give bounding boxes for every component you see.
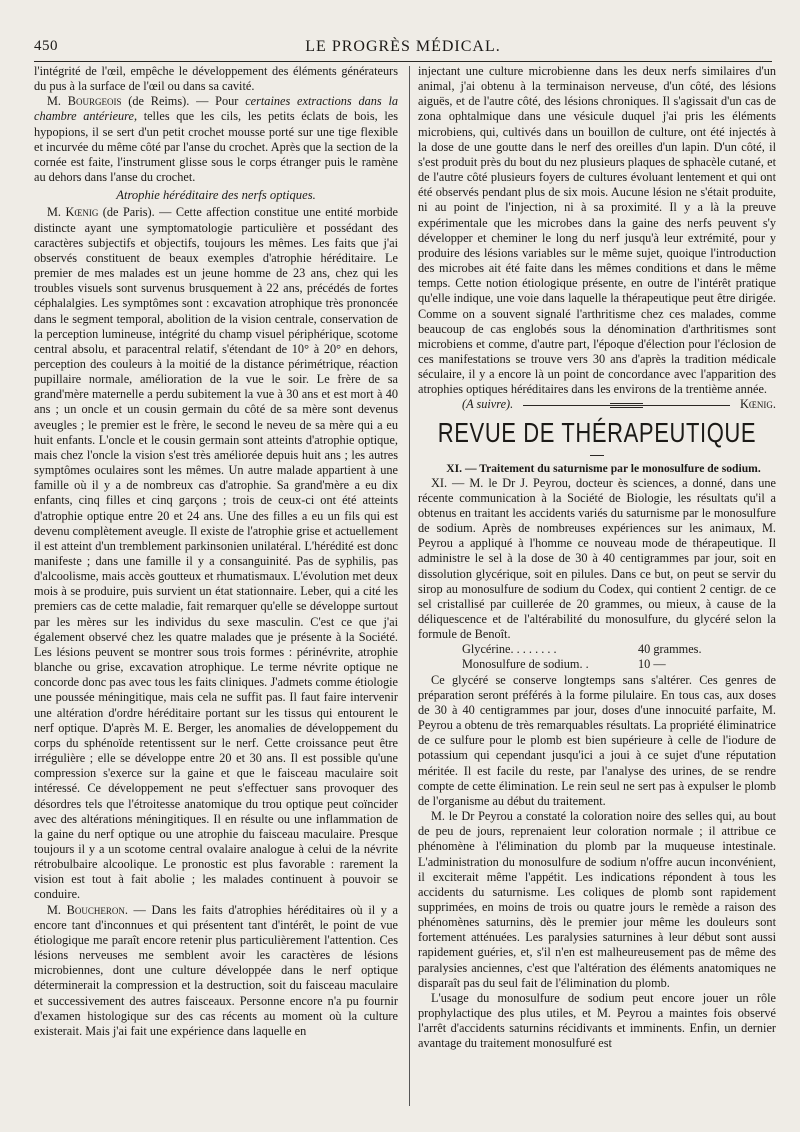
paragraph-text: telles que les cils, les petits éclats de bois, les hypopions, il se sert d'un petit crochet mousse porté sur une tige flexible et incurvée du même côté par l'anse du crochet. Après que la section de la cornée est faite, l'instrument glisse sous le corps étranger puis le ramène au dehors dans l'anse du crochet. [34,109,398,185]
to-be-continued: (A suivre). [462,397,514,412]
formula-ingredient: Monosulfure de sodium. . [462,657,589,672]
paragraph-text: (de Paris). — Cette affection constitue une entité morbide distincte ayant une symptomatologie particulière et possédant des caractères subjectifs et objectifs, toujours les mêmes. Les faits que j'ai observés constituent de beaux exemples d'atrophie héréditaire. Le premier de mes malades est un jeune homme de 23 ans, chez qui les troubles visuels sont survenus brusquement à 22 ans, précédés de fortes céphalalgies. Les symptômes sont : excavation atrophique très prononcée dans le segment temporal, abolition de la vision centrale, conservation de la perception lumineuse, intégrité du champ visuel périphérique, scotome central absolu, et paracentral relatif, s'étendant de 10° à 20° en dehors, perception des couleurs à la moitié de la distance périmétrique, réaction pupillaire normale, amélioration de la vue le soir. Le frère de sa grand'mère maternelle a perdu subitement la vue à 30 ans et est mort à 40 ans ; un oncle et un cousin germain du côté de sa mère sont devenus aveugles ; le premier est le frère, le second le neveu de sa mère qui a eu huit enfants. L'oncle et le cousin germain sont atteints d'atrophie optique, mais chez l'oncle la vision s'est très améliorée depuis huit ans ; les autres symptômes oculaires sont les mêmes. Un autre malade appartient à une famille où il y a de nombreux cas d'atrophie. Sa grand'mère a eu dix enfants, cinq filles et cinq garçons ; trois de ceux-ci ont été atteints d'atrophie optique entre 20 et 24 ans. Une des filles a eu un fils qui est devenu complètement aveugle. Il existe de l'atrophie grise et actuellement il est atteint d'un tremblement parkinsonien unilatéral. L'hérédité est donc manifeste ; dans une famille il y a consanguinité. Pas de syphilis, pas d'alcoolisme, mais accès goutteux et rhumatismaux. L'évolution met deux mois à se produire, puis survient un état stationnaire. Leber, qui a cité les premiers cas de cette maladie, fait remarquer qu'elle se développe surtout par les mères sur les individus du sexe masculin. C'est ce que j'ai également observé chez les quatre malades que je présente à la Société. Les lésions peuvent se montrer sous trois formes : périnévrite, atrophie blanche ou grise, excavation atrophique. Le terme névrite optique ne concorde donc pas avec tous les faits cliniques. J'admets comme étiologie une poussée méningitique, mais cela ne suffit pas. Il faut faire intervenir une altération d'ordre héréditaire portant sur les tissus qui entourent le nerf optique. D'après M. E. Berger, les anomalies de développement du corps du sphénoïde retentissent sur le nerf. Cette croissance peut être irrégulière ; elle se développe entre 20 et 30 ans. Il est possible qu'une compression s'exerce sur la gaine et que le faisceau maculaire soit intéressé. Ce développement ne peut s'effectuer sans provoquer des désordres tels que l'étroitesse anatomique du trou optique peut coïncider avec des altérations méningitiques. Il en résulte ou une inflammation de la gaine du nerf optique ou une atrophie du faisceau maculaire. Presque toujours il y a un scotome central ovalaire analogue à celui de la névrite rétrobulbaire alcoolique. Le pronostic est plus favorable : rarement la vision est tout à fait abolie ; les malades continuent à pouvoir se conduire. [34,205,398,902]
paragraph: Ce glycéré se conserve longtemps sans s'altérer. Ces genres de préparation seront préférés à la forme pilulaire. En tous cas, aux doses de 30 à 40 centigrammes par jour, doses d'une innocuité parfaite, M. Peyrou a obtenu de très remarquables résultats. La propriété éliminatrice de ce sulfure pour le plomb est bien supérieure à celle de l'iodure de potassium qui cependant jusqu'ici a joui à ce sujet d'une réputation méritée. Il est facile du reste, par l'analyse des urines, de se rendre compte de cette élimination. Le rein seul ne sert pas à expulser le plomb de l'organisme au début du traitement. [418,672,776,808]
formula-row [462,657,776,672]
formula-quantity: 40 grammes. [638,642,702,657]
journal-title: LE PROGRÈS MÉDICAL. [305,38,501,55]
formula [418,642,776,672]
paragraph [34,94,398,185]
paragraph: l'intégrité de l'œil, empêche le développement des éléments générateurs du pus à la surface de l'œil ou dans sa cavité. [34,64,398,94]
formula-quantity: 10 — [638,657,666,672]
header-rule [34,61,772,62]
subsection-heading: Atrophie héréditaire des nerfs optiques. [116,188,316,203]
author-name: M. Bourgeois [47,94,122,109]
paragraph: injectant une culture microbienne dans les deux nerfs similaires d'un animal, j'ai obtenu à la terminaison nerveuse, d'un côté, des lésions aiguës, et de l'autre côté, des lésions chroniques. Il s'agissait d'un cas de zona ophtalmique dans une vésicule duquel j'ai pris les éléments microbiens, qui, cultivés dans un bouillon de culture, ont été injectés à la dose de une goutte dans le nerf des oreilles d'un lapin. D'un côté, il s'est produit près du bout du nez plusieurs plaques de sphacèle cutané, et de l'autre côté plusieurs foyers de cultures évoluant lentement et qui ont été observés pendant plus de six mois. Aucune lésion ne s'était produite, ni au point de l'injection, ni à sa proximité. Il y a là la preuve expérimentale que les microbes dans la gaine des nerfs peuvent s'y développer et cheminer le long du nerf jusqu'à leur extrémité, pour y produire des lésions variables sur le même sujet, quoique l'introduction des microbes ait été faite dans les mêmes conditions et dans le même temps. Cette notion étiologique présente, en outre de l'intérêt pratique qu'elle indique, une voie dans laquelle la thérapeutique peut être dirigée. Comme on a souvent signalé l'arthritisme chez ces malades, comme beaucoup de cas englobés sous la dénomination d'arthritismes sont microbiens et comme, d'autre part, l'époque d'élection pour l'éclosion de ces manifestations se trouve vers 30 ans d'après la tradition médicale séculaire, il y a encore là un point de concordance avec l'apparition des atrophies optiques héréditaires dans les environs de la trentième année. [418,64,776,397]
author-name: M. Boucheron. [47,902,128,917]
author-name: M. Kœnig [47,205,99,220]
paragraph-text: — Dans les faits d'atrophies héréditaires où il y a encore tant d'inconnues et qui présentent tant d'intérêt, le point de vue étiologique me paraît encore retenir plus particulièrement l'attention. Ces lésions nerveuses me semblent avoir les caractères de lésions microbiennes, dont une culture développée dans le nerf optique déterminerait la compression et la destruction, soit du faisceau maculaire et successivement des autres faisceaux. Personne encore n'a pu fournir d'examen histologique sur des cas récents au moment où la culture existerait. Mais j'ai fait une expérience dans laquelle en [34,902,398,1038]
column-divider [409,66,410,1106]
formula-row [462,642,776,657]
ornamental-rule [523,402,730,408]
page-number: 450 [34,38,58,54]
left-column [34,64,398,1039]
article-signature-line [418,397,776,412]
emphasis: certaines extractions dans la chambre antérieure, [34,94,399,124]
right-column [418,64,776,1052]
running-header [34,36,772,58]
author-place: (de Reims). — Pour [128,94,239,109]
paragraph [34,903,398,1039]
article-title: XI. — Traitement du saturnisme par le monosulfure de sodium. [446,461,761,475]
author-signature: Kœnig. [740,397,776,412]
section-rule [418,452,776,458]
paragraph: XI. — M. le Dr J. Peyrou, docteur ès sciences, a donné, dans une récente communication à la Société de Biologie, les résultats qu'il a obtenus en traitant les accidents variés du saturnisme par le monosulfure de sodium. Après de nombreuses expériences sur les animaux, M. Peyrou a appliqué à l'homme ce nouveau mode de thérapeutique. Il administre le sel à la dose de 30 à 40 centigrammes par jour, soit en dissolution glycérique, soit en pilules. Dans ce but, on peut se servir du sirop au monosulfure de sodium du Codex, qui contient 2 centigr. de ce sel cristallisé par cuillerée de 20 grammes, ou mieux, à cause de la déliquescence et de l'altérabilité du monosulfure, du glycéré selon la formule de Benoît. [418,475,776,642]
paragraph: M. le Dr Peyrou a constaté la coloration noire des selles qui, au bout de peu de jours, reprenaient leur coloration normale ; il attribue ce phénomène à l'élimination du plomb par la muqueuse intestinale. L'administration du monosulfure de sodium n'offre aucun inconvénient, il exciterait même l'appétit. Les indications répondent à tous les accidents du saturnisme. Les coliques de plomb sont rapidement supprimées, en moins de trois ou quatre jours le remède a raison des phénomènes saturnins, dès le premier jour même les douleurs sont fortement atténuées. Les paralysies saturnines à leur début sont aussi rapidement guéries, et, s'il n'en est malheureusement pas de même des paralysies anciennes, c'est que l'altération des éléments anatomiques ne disparaît pas du seul fait de l'élimination du plomb. [418,809,776,990]
paragraph [34,205,398,902]
formula-ingredient: Glycérine. . . . . . . . [462,642,557,657]
section-title: REVUE DE THÉRAPEUTIQUE [437,416,757,448]
paragraph: L'usage du monosulfure de sodium peut encore jouer un rôle prophylactique des plus utiles, et M. Peyrou a maintes fois observé l'arrêt d'accidents saturnins récidivants et imminents. Enfin, un dernier avantage du traitement monosulfuré est [418,990,776,1051]
